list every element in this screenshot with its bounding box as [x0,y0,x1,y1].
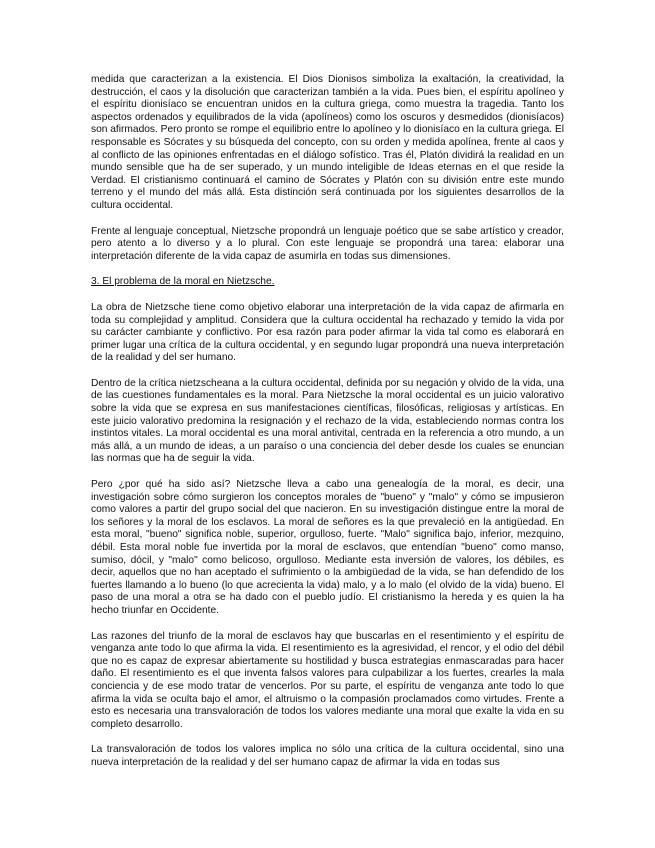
section-heading: 3. El problema de la moral en Nietzsche. [91,276,275,288]
paragraph-transvaloracion: La transvaloración de todos los valores implica no sólo una crítica de la cultura occidental, sino una nueva interpretación de la realidad y del ser humano capaz de afirmar la vida en todas sus [91,744,564,768]
paragraph-critica-moral: Dentro de la crítica nietzscheana a la cultura occidental, definida por su negación y olvido de la vida, una de las cuestiones fundamentales es la moral. Para Nietzsche la moral occidental es un juicio valorativo sobre la vida que se expresa en sus manifestaciones científicas, filosóficas, religiosas y artísticas. En este juicio valorativo predomina la resignación y el rechazo de la vida, estableciendo normas contra los instintos vitales. La moral occidental es una moral antivital, centrada en la referencia a otro mundo, a un más allá, a un mundo de ideas, a un paraíso o una conciencia del deber desde los cuales se enuncian las normas que ha de seguir la vida. [91,377,564,465]
paragraph-genealogia-moral: Pero ¿por qué ha sido así? Nietzsche lleva a cabo una genealogía de la moral, es decir, una investigación sobre cómo surgieron los conceptos morales de "bueno" y "malo" y cómo se impusieron como valores a partir del grupo social del que nacieron. En su investigación distingue entre la moral de los señores y la moral de los esclavos. La moral de señores es la que prevaleció en la antigüedad. En esta moral, "bueno" significa noble, superior, orgulloso, fuerte. "Malo" significa bajo, inferior, mezquino, débil. Esta moral noble fue invertida por la moral de esclavos, que entendían "bueno" como manso, sumiso, dócil, y "malo" como belicoso, orgulloso. Mediante esta inversión de valores, los débiles, es decir, aquellos que no han aceptado el sufrimiento o la ambigüedad de la vida, se han defendido de los fuertes llamando a lo bueno (lo que acrecienta la vida) malo, y a lo malo (el olvido de la vida) bueno. El paso de una moral a otra se ha dado con el pueblo judío. El cristianismo la hereda y es quien la ha hecho triunfar en Occidente. [91,479,564,616]
document-body [91,74,564,783]
paragraph-objetivo-obra: La obra de Nietzsche tiene como objetivo elaborar una interpretación de la vida capaz de afirmarla en toda su complejidad y amplitud. Considera que la cultura occidental ha rechazado y temido la vida por su carácter cambiante y conflictivo. Por esa razón para poder afirmar la vida tal como es elaborará en primer lugar una crítica de la cultura occidental, y en segundo lugar propondrá una nueva interpretación de la realidad y del ser humano. [91,301,564,364]
paragraph-apolineo-dionisiaco: medida que caracterizan a la existencia. El Dios Dionisos simboliza la exaltación, la creatividad, la destrucción, el caos y la disolución que caracterizan también a la vida. Pues bien, el espíritu apolíneo y el espíritu dionisíaco se encuentran unidos en la cultura griega, como muestra la tragedia. Tanto los aspectos ordenados y equilibrados de la vida (apolíneos) como los oscuros y desmedidos (dionisíacos) son afirmados. Pero pronto se rompe el equilibrio entre lo apolíneo y lo dionisíaco en la cultura griega. El responsable es Sócrates y su búsqueda del concepto, con su orden y medida apolínea, frente al caos y al conflicto de las opiniones enfrentadas en el diálogo sofístico. Tras él, Platón dividirá la realidad en un mundo sensible que ha de ser superado, y un mundo inteligible de Ideas eternas en el que reside la Verdad. El cristianismo continuará el camino de Sócrates y Platón con su división entre este mundo terreno y el mundo del más allá. Esta distinción será continuada por los siguientes desarrollos de la cultura occidental. [91,74,564,211]
paragraph-lenguaje-poetico: Frente al lenguaje conceptual, Nietzsche propondrá un lenguaje poético que se sabe artístico y creador, pero atento a lo diverso y a lo plural. Con este lenguaje se propondrá una tarea: elaborar una interpretación diferente de la vida capaz de asumirla en todas sus dimensiones. [91,225,564,262]
paragraph-resentimiento: Las razones del triunfo de la moral de esclavos hay que buscarlas en el resentimiento y el espíritu de venganza ante todo lo que afirma la vida. El resentimiento es la agresividad, el rencor, y el odio del débil que no es capaz de expresar abiertamente su hostilidad y busca estrategias enmascaradas para hacer daño. El resentimiento es el que inventa falsos valores para culpabilizar a los fuertes, crearles la mala conciencia y de ese modo tratar de vencerlos. Por su parte, el espíritu de venganza ante todo lo que afirma la vida se oculta bajo el amor, el altruismo o la compasión proclamados como virtudes. Frente a esto es necesaria una transvaloración de todos los valores mediante una moral que exalte la vida en su completo desarrollo. [91,630,564,730]
